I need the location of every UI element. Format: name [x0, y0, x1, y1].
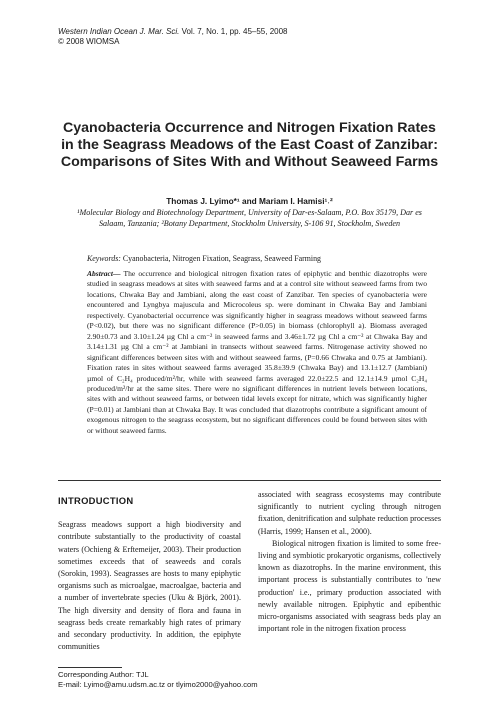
paper-title — [40, 120, 459, 171]
copyright-line: © 2008 WIOMSA — [58, 37, 120, 46]
keywords-label: Keywords: — [87, 254, 121, 263]
section-divider — [58, 480, 441, 481]
corresponding-author: Corresponding Author: TJL — [58, 670, 149, 679]
abstract-label: Abstract— — [87, 269, 121, 278]
abstract-text: The occurrence and biological nitrogen fixation rates of epiphytic and benthic diazotrophs were studied in seagrass meadows at sites with seaweed farms and at a control site without seaweed farms from two locations, Chwaka Bay and Jambiani, along the east coast of Zanzibar. Ten species of cyanobacteria were encountered and Lyngbya majuscula and Microcoleus sp. were dominant in Chwaka Bay and Jambiani respectively. Cyanobacterial occurrence was significantly higher in seagrass meadows without seaweed farms (P<0.02), but there was no significant difference (P>0.05) in biomass (chlorophyll a). Biomass averaged 2.90±0.73 and 3.10±1.24 µg Chl a cm⁻² in seaweed farms and 3.46±1.72 µg Chl a cm⁻² at Chwaka Bay and 3.14±1.31 µg Chl a cm⁻² at Jambiani in transects without seaweed farms. Nitrogenase activity showed no significant differences between sites with and without seaweed farms, (P=0.66 Chwaka and 0.75 at Jambiani). Fixation rates in sites without seaweed farms averaged 35.8±39.9 (Chwaka Bay) and 13.1±12.7 (Jambiani) µmol of C₂H₄ produced/m²/hr, while with seaweed farms averaged 22.0±22.5 and 12.1±14.9 µmol C₂H₄ produced/m²/hr at the same sites. There were no significant differences in nutrient levels between locations, sites with and without seaweed farms, or between tidal levels except for nitrate, which was significantly higher (P=0.01) at Jambiani than at Chwaka Bay. It was concluded that diazotrophs contribute a significant amount of exogenous nitrogen to the seagrass ecosystem, but no significant differences could be found between sites with or without seaweed farms. — [87, 269, 427, 435]
keywords — [87, 254, 427, 264]
affiliation-line: ¹Molecular Biology and Biotechnology Department, University of Dar-es-Salaam, P.O. Box 35179, Dar es — [77, 208, 422, 217]
intro-heading: INTRODUCTION — [58, 495, 134, 506]
title-line: Cyanobacteria Occurrence and Nitrogen Fixation Rates — [63, 120, 436, 136]
author-list: Thomas J. Lyimo*¹ and Mariam I. Hamisi¹˒² — [166, 196, 333, 206]
affiliation-line: Salaam, Tanzania; ²Botany Department, Stockholm University, S-106 91, Stockholm, Sweden — [98, 219, 401, 228]
journal-name: Western Indian Ocean J. Mar. Sci. — [58, 27, 180, 36]
footnote-divider — [58, 667, 122, 668]
right-column — [258, 489, 441, 635]
abstract — [87, 269, 427, 436]
journal-header — [58, 27, 287, 47]
title-line: Comparisons of Sites With and Without Seaweed Farms — [60, 154, 439, 170]
intro-paragraph: associated with seagrass ecosystems may contribute significantly to nutrient cycling through nitrogen fixation, denitrification and sulphate reduction processes (Harris, 1999; Hansen et al., 2000). — [258, 490, 441, 536]
author-email: E-mail: Lyimo@amu.udsm.ac.tz or tlyimo2000@yahoo.com — [58, 679, 258, 689]
footnote — [58, 670, 258, 689]
left-column — [58, 486, 241, 653]
intro-paragraph: Biological nitrogen fixation is limited to some free-living and symbiotic prokaryotic organisms, collectively known as diazotrophs. In the marine environment, this important process is substantially contributes to 'new production' i.e., primary production associated with newly available nitrogen. Epiphytic and epibenthic micro-organisms associated with seagrass beds play an important role in the nitrogen fixation process — [258, 538, 441, 634]
affiliations — [58, 207, 441, 229]
keywords-text: Cyanobacteria, Nitrogen Fixation, Seagrass, Seaweed Farming — [122, 254, 321, 263]
title-line: in the Seagrass Meadows of the East Coast of Zanzibar: — [61, 137, 438, 153]
intro-paragraph: Seagrass meadows support a high biodiversity and contribute substantially to the productivity of coastal waters (Ochieng & Erftemeijer, 2003). Their production sometimes exceeds that of seaweeds and corals (Sorokin, 1993). Seagrasses are hosts to many epiphytic organisms such as microalgae, macroalgae, bacteria and a number of invertebrate species (Uku & Björk, 2001). The high diversity and density of flora and fauna in seagrass beds create remarkably high rates of primary and secondary productivity. In addition, the epiphyte communities — [58, 520, 241, 652]
volume-info: Vol. 7, No. 1, pp. 45–55, 2008 — [181, 27, 288, 36]
